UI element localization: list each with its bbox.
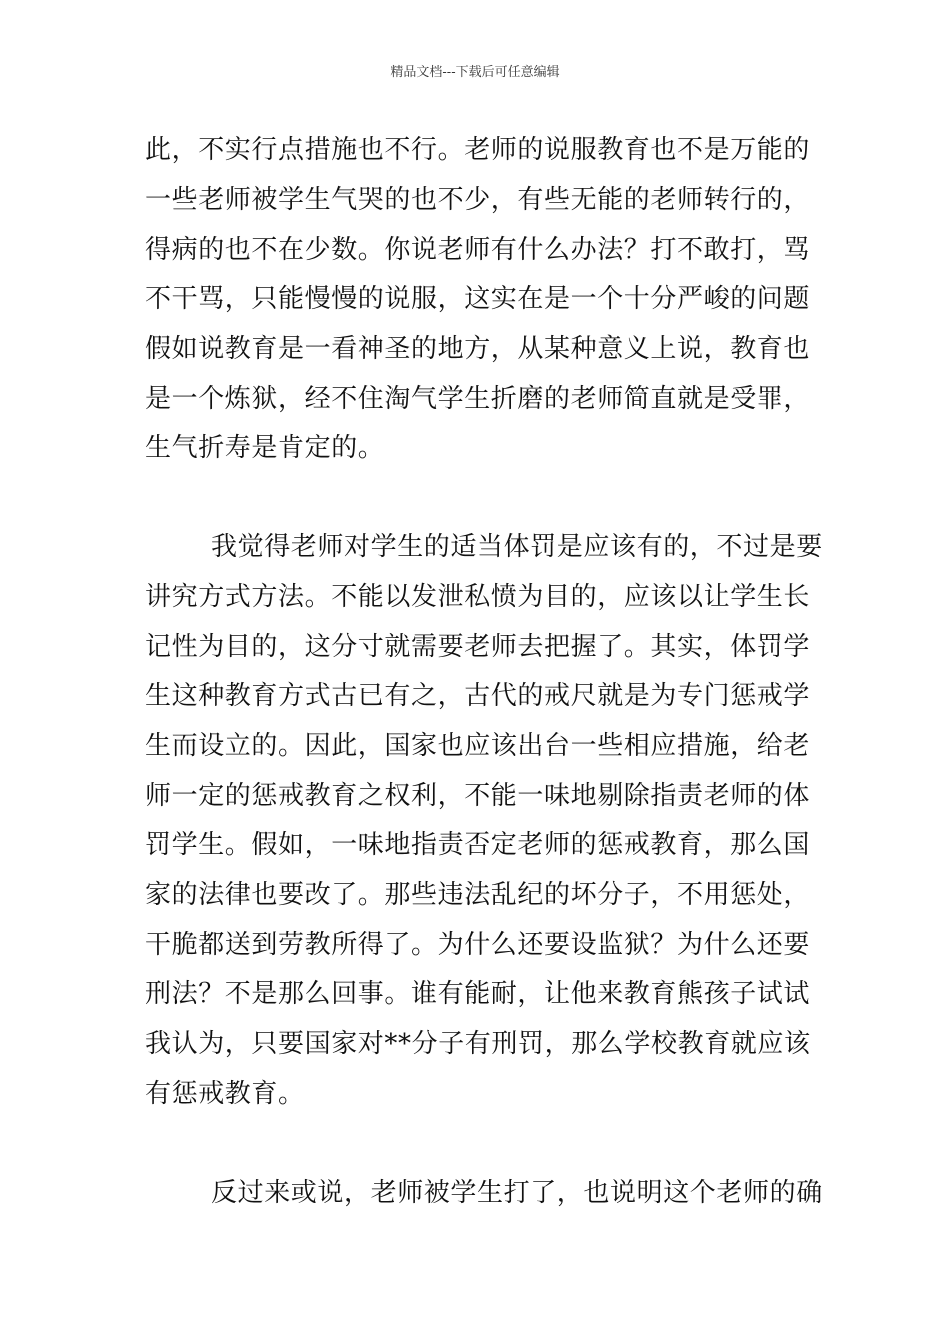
paragraph-line: 此，不实行点措施也不行。老师的说服教育也不是万能的 (145, 135, 811, 165)
paragraph-line: 罚学生。假如，一味地指责否定老师的惩戒教育，那么国 (145, 830, 811, 860)
paragraph-line: 一些老师被学生气哭的也不少，有些无能的老师转行的， (145, 185, 811, 215)
page-header: 精品文档---下载后可任意编辑 (390, 65, 560, 80)
paragraph-line: 得病的也不在少数。你说老师有什么办法？打不敢打，骂 (145, 235, 811, 265)
paragraph-line: 干脆都送到劳教所得了。为什么还要设监狱？为什么还要 (145, 930, 811, 960)
paragraph-line: 不干骂，只能慢慢的说服，这实在是一个十分严峻的问题 (145, 284, 811, 314)
paragraph-line: 假如说教育是一看神圣的地方，从某种意义上说，教育也 (145, 334, 811, 364)
paragraph-line: 反过来或说，老师被学生打了，也说明这个老师的确 (211, 1178, 823, 1208)
paragraph-line: 生气折寿是肯定的。 (145, 433, 385, 463)
paragraph-line: 家的法律也要改了。那些违法乱纪的坏分子，不用惩处， (145, 880, 811, 910)
paragraph-line: 我认为，只要国家对**分子有刑罚，那么学校教育就应该 (145, 1029, 811, 1059)
paragraph-line: 生这种教育方式古已有之，古代的戒尺就是为专门惩戒学 (145, 681, 811, 711)
paragraph-line: 是一个炼狱，经不住淘气学生折磨的老师简直就是受罪， (145, 384, 811, 414)
paragraph-line: 师一定的惩戒教育之权利，不能一味地剔除指责老师的体 (145, 781, 811, 811)
paragraph-line: 记性为目的，这分寸就需要老师去把握了。其实，体罚学 (145, 632, 811, 662)
paragraph-line: 有惩戒教育。 (145, 1079, 305, 1109)
paragraph-line: 我觉得老师对学生的适当体罚是应该有的，不过是要 (211, 532, 823, 562)
paragraph-line: 生而设立的。因此，国家也应该出台一些相应措施，给老 (145, 731, 811, 761)
paragraph-line: 讲究方式方法。不能以发泄私愤为目的，应该以让学生长 (145, 582, 811, 612)
paragraph-line: 刑法？不是那么回事。谁有能耐，让他来教育熊孩子试试 (145, 979, 811, 1009)
